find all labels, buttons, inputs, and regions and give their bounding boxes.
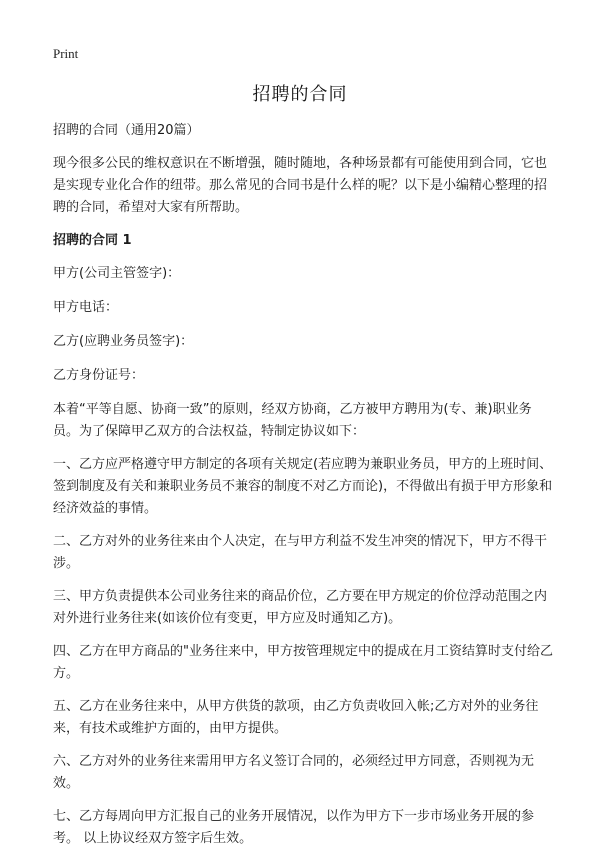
contract-paragraph: 二、乙方对外的业务往来由个人决定，在与甲方利益不发生冲突的情况下，甲方不得干涉。: [53, 534, 548, 571]
contract-paragraph: 七、乙方每周向甲方汇报自己的业务开展情况，以作为甲方下一步市场业务开展的参考。 以上协议经双方签字后生效。: [53, 809, 535, 846]
section-heading: 招聘的合同 1: [53, 233, 132, 248]
contract-paragraph: 一、乙方应严格遵守甲方制定的各项有关规定(若应聘为兼职业务员，甲方的上班时间、签到制度及有关和兼职业务员不兼容的制度不对乙方而论)，不得做出有损于甲方形象和经济效益的事情。: [53, 457, 553, 516]
page-title: 招聘的合同: [252, 84, 348, 105]
party-a-phone-field: 甲方电话：: [53, 300, 119, 315]
contract-paragraph: 四、乙方在甲方商品的"业务往来中，甲方按管理规定中的提成在月工资结算时支付给乙方。: [53, 644, 553, 681]
contract-paragraph: 五、乙方在业务往来中，从甲方供货的款项，由乙方负责收回入帐;乙方对外的业务往来，有技术或维护方面的，由甲方提供。: [53, 699, 539, 736]
party-b-signature-field: 乙方(应聘业务员签字)：: [53, 334, 194, 349]
print-link[interactable]: Print: [53, 46, 79, 61]
contract-paragraph: 三、甲方负责提供本公司业务往来的商品价位，乙方要在甲方规定的价位浮动范围之内对外进行业务往来(如该价位有变更，甲方应及时通知乙方)。: [53, 589, 548, 626]
contract-paragraph: 六、乙方对外的业务往来需用甲方名义签订合同的，必须经过甲方同意，否则视为无效。: [53, 754, 535, 791]
document-body: [53, 120, 553, 861]
party-b-id-field: 乙方身份证号：: [53, 368, 145, 383]
intro-paragraph: 现今很多公民的维权意识在不断增强，随时随地，各种场景都有可能使用到合同，它也是实现专业化合作的纽带。那么常见的合同书是什么样的呢？以下是小编精心整理的招聘的合同，希望对大家有所帮助。: [53, 156, 548, 215]
party-a-signature-field: 甲方(公司主管签字)：: [53, 266, 181, 281]
contract-paragraph: 本着“平等自愿、协商一致”的原则，经双方协商，乙方被甲方聘用为(专、兼)职业务员。为了保障甲乙双方的合法权益，特制定协议如下：: [53, 402, 532, 439]
document-subtitle: 招聘的合同（通用20篇）: [53, 123, 200, 138]
